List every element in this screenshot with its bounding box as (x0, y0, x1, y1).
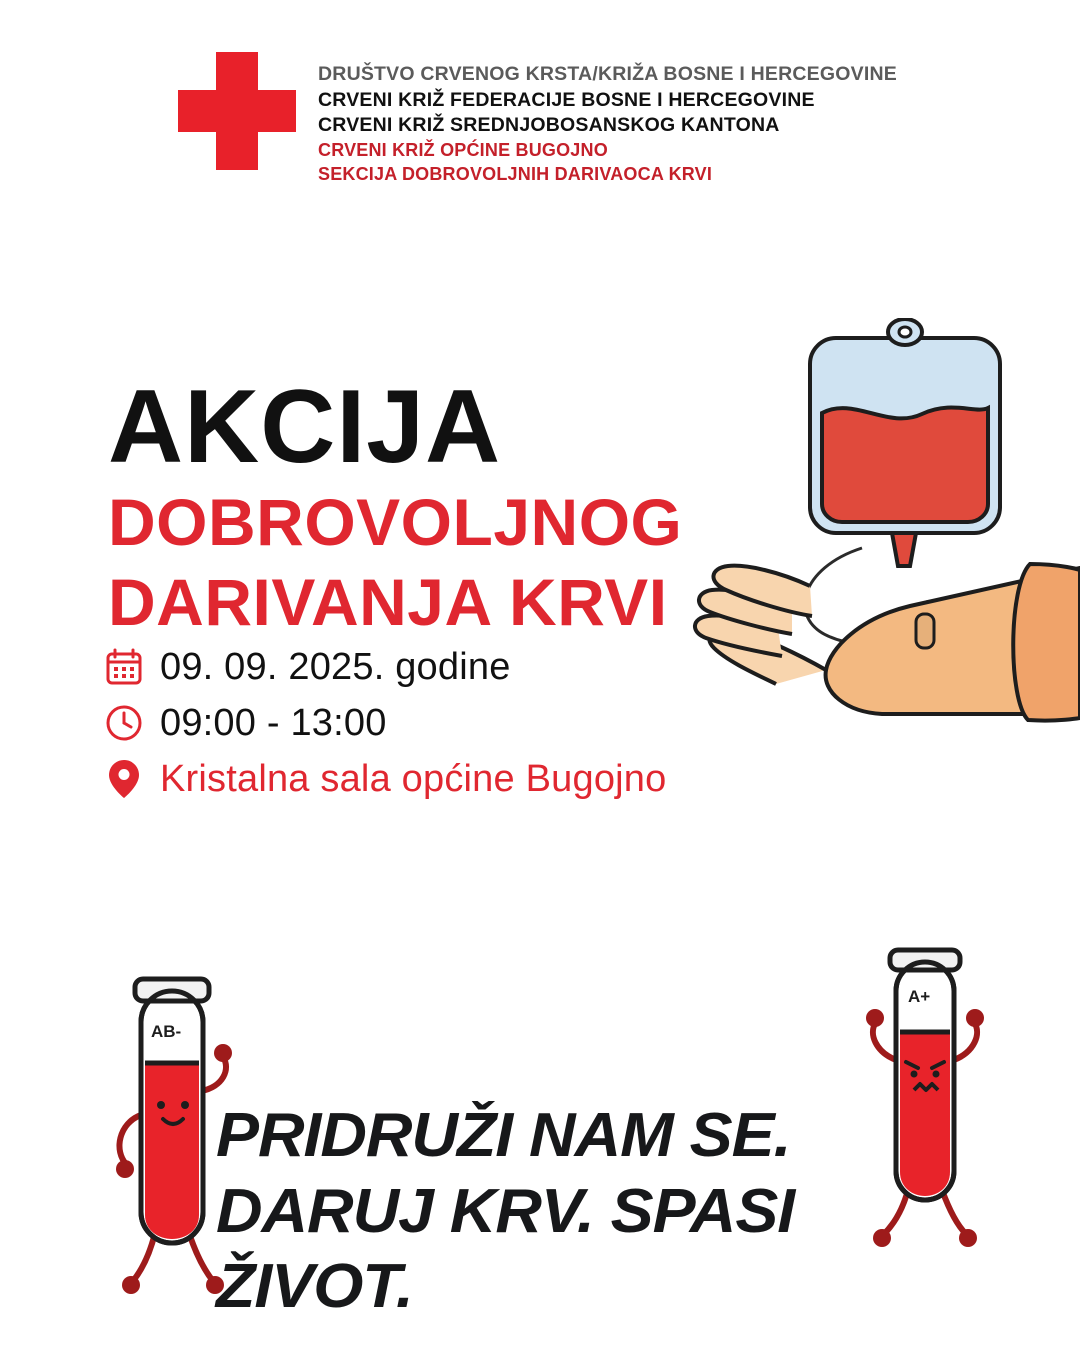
tube-right-label: A+ (908, 987, 931, 1006)
event-location-text: Kristalna sala općine Bugojno (160, 757, 667, 800)
title-line-dobrovoljnog: DOBROVOLJNOG (108, 484, 683, 559)
event-date-text: 09. 09. 2025. godine (160, 645, 511, 688)
org-line-1: DRUŠTVO CRVENOG KRSTA/KRIŽA BOSNE I HERCEGOVINE (318, 63, 897, 85)
org-line-4: CRVENI KRIŽ OPĆINE BUGOJNO (318, 140, 608, 161)
poster-slogan (216, 1098, 976, 1325)
slogan-line-2: DARUJ KRV. SPASI ŽIVOT. (216, 1176, 795, 1322)
org-line-5: SEKCIJA DOBROVOLJNIH DARIVAOCA KRVI (318, 163, 713, 184)
org-line-2: CRVENI KRIŽ FEDERACIJE BOSNE I HERCEGOVINE (318, 88, 815, 111)
blood-bag-with-hand-illustration (610, 318, 1080, 818)
title-line-darivanja-krvi: DARIVANJA KRVI (108, 565, 668, 640)
location-pin-icon (104, 758, 160, 800)
slogan-line-1: PRIDRUŽI NAM SE. (216, 1101, 791, 1170)
org-line-3: CRVENI KRIŽ SREDNJOBOSANSKOG KANTONA (318, 114, 780, 137)
event-time-text: 09:00 - 13:00 (160, 701, 387, 744)
calendar-icon (104, 647, 160, 687)
red-cross-icon (178, 52, 296, 170)
organization-name-lines (318, 48, 897, 187)
clock-icon (104, 703, 160, 743)
organization-header (178, 48, 897, 187)
tube-left-label: AB- (151, 1022, 182, 1041)
title-line-akcija: AKCIJA (108, 369, 502, 485)
